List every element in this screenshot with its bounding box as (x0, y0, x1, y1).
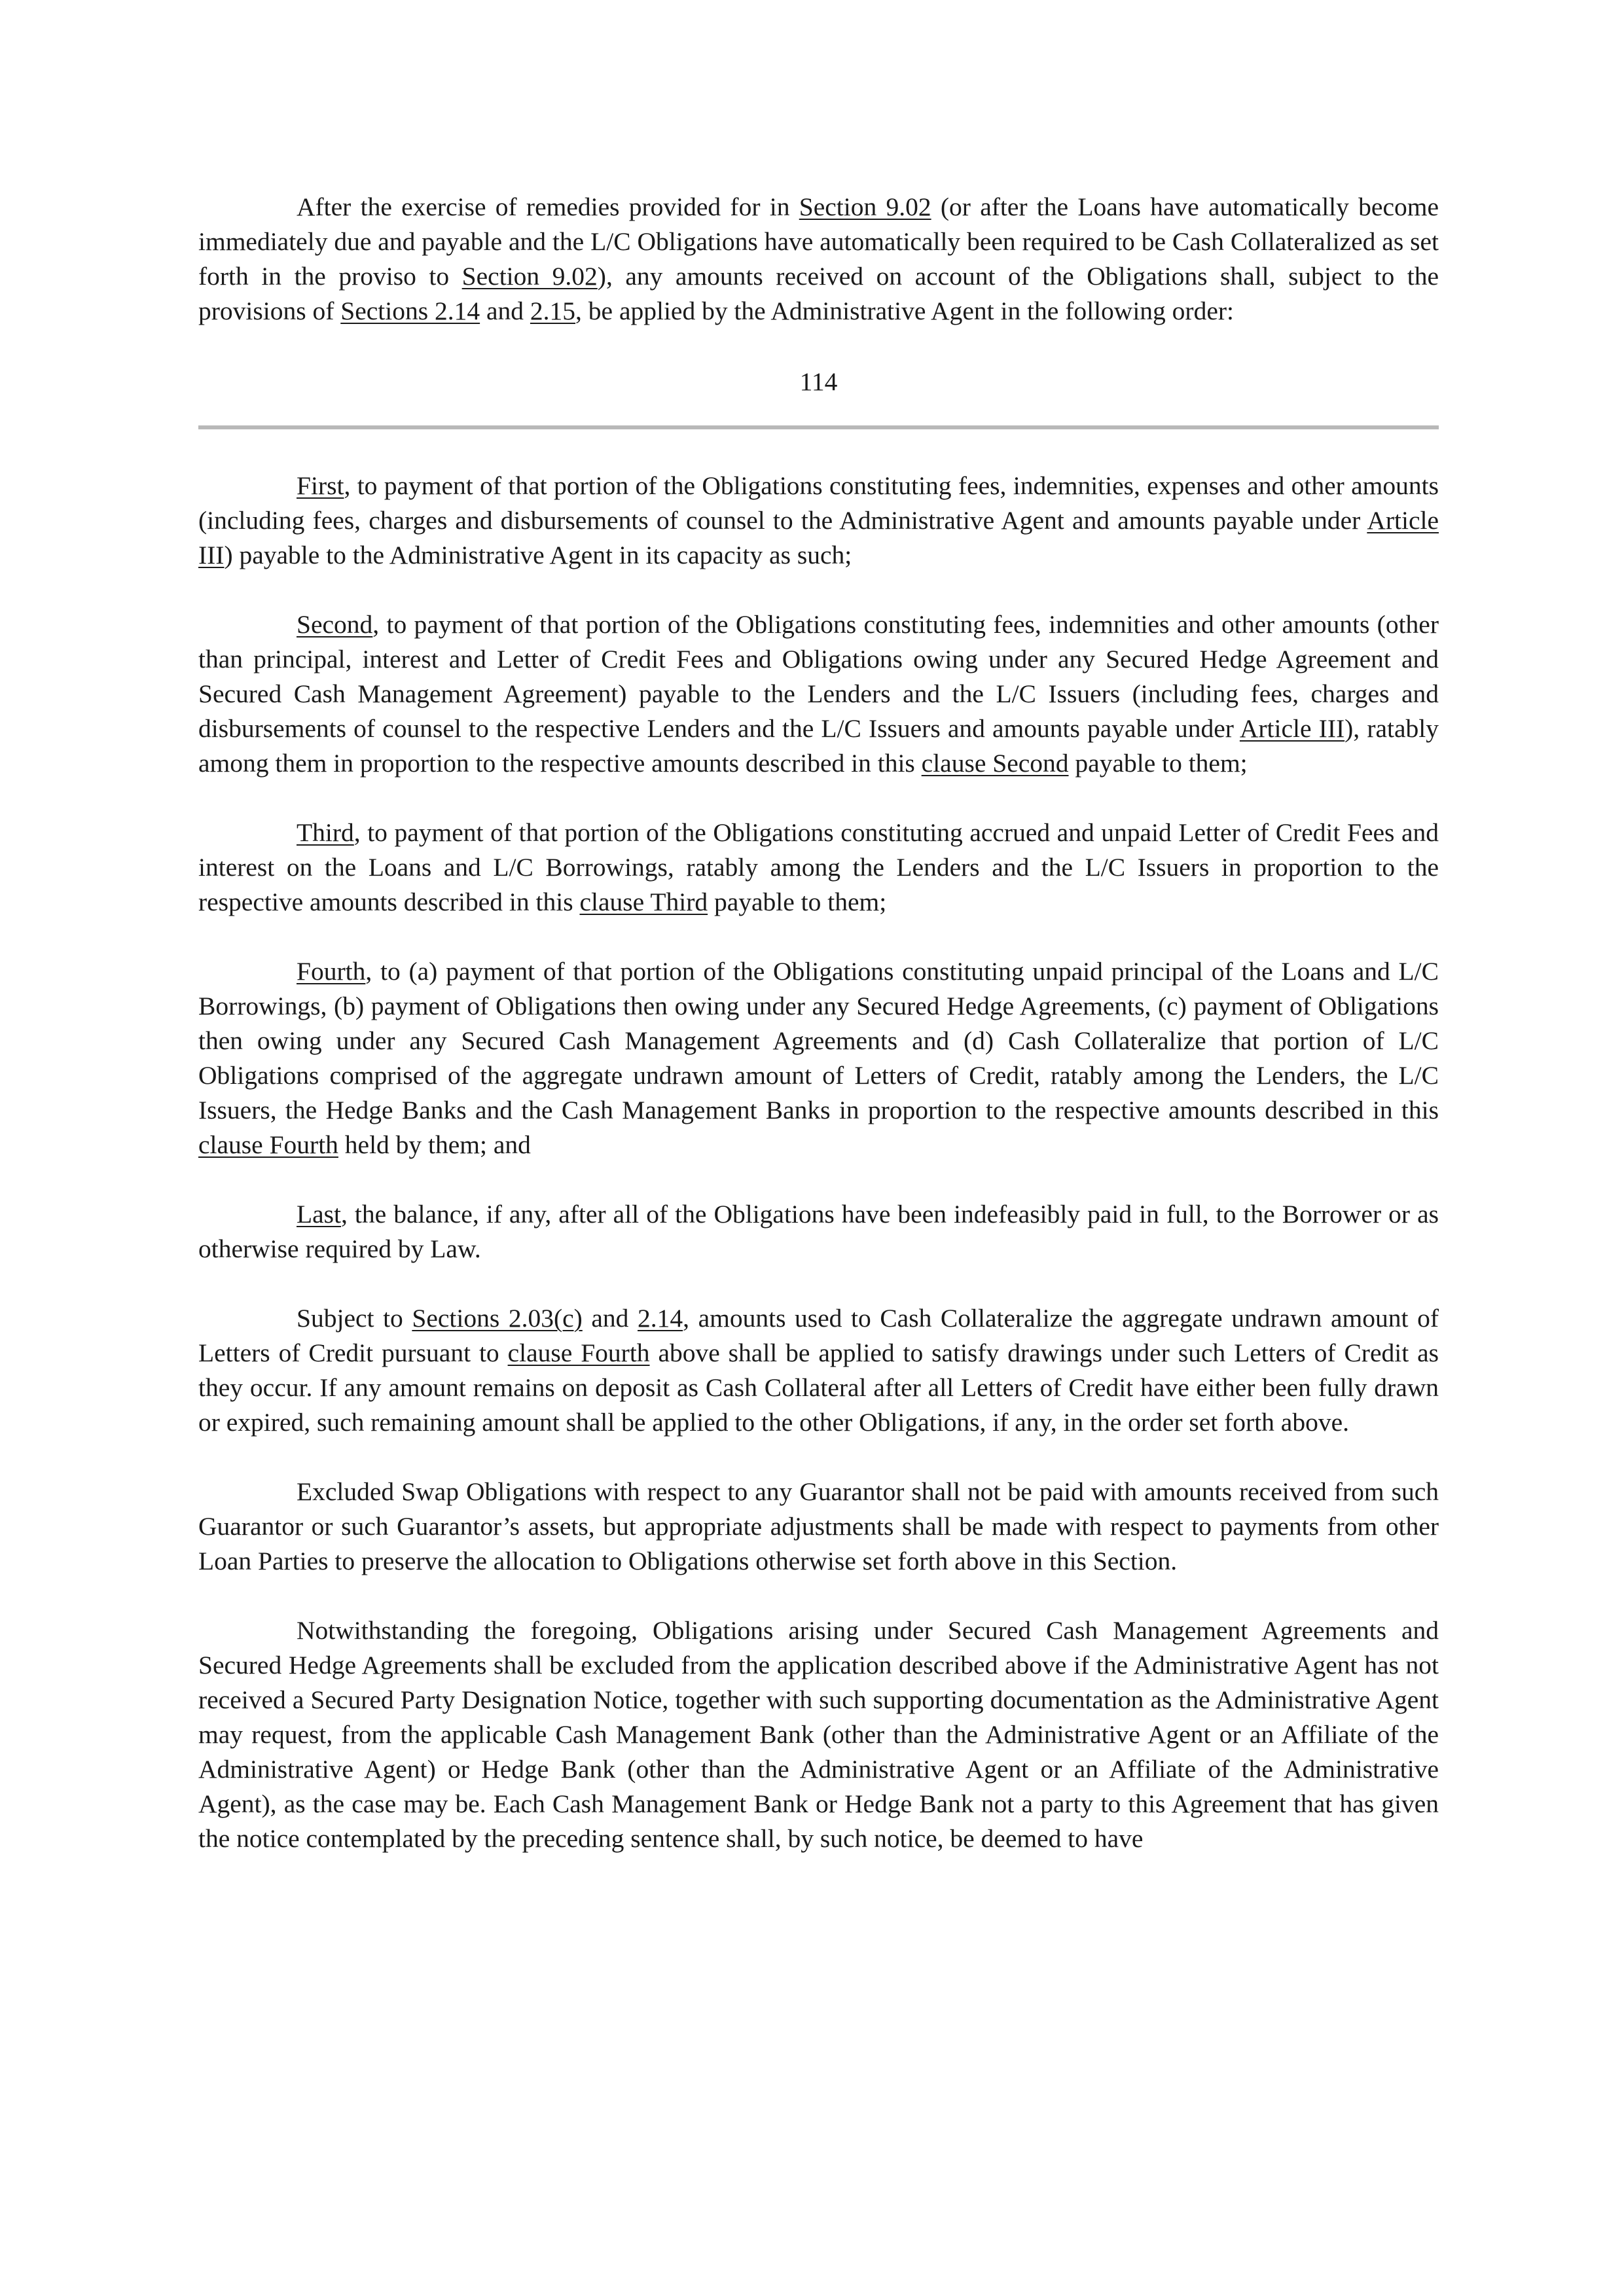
text-run: , to payment of that portion of the Obligations constituting fees, indemnities and other amounts (other than principal, interest and Letter of Credit Fees and Obligations owing under any Secured Hedge Agreement and Secured Cash Management Agreement) payable to the Lenders and the L/C Issuers (including fees, charges and disbursements of counsel to the respective Lenders and the L/C Issuers and amounts payable under (198, 610, 1439, 743)
text-run: (or after the Loans have automatically become immediately due and payable and the L/C Obligations have automatically been required to be Cash Collateralized as set forth in the proviso to (198, 192, 1439, 291)
text-run: ), any amounts received on account of the Obligations shall, subject to the provisions of (198, 262, 1439, 325)
text-run: After the exercise of remedies provided for in (297, 192, 799, 221)
clause-reference: clause Fourth (198, 1130, 338, 1159)
paragraph-fourth (198, 954, 1439, 1162)
document-page (198, 190, 1439, 1856)
text-run: , be applied by the Administrative Agent in the following order: (575, 296, 1234, 325)
section-reference: Section 9.02 (799, 192, 931, 221)
paragraph-subject-to (198, 1301, 1439, 1440)
paragraph-second (198, 607, 1439, 781)
text-run: , the balance, if any, after all of the Obligations have been indefeasibly paid in full, to the Borrower or as otherwise required by Law. (198, 1200, 1439, 1263)
clause-heading: First (297, 471, 344, 500)
clause-reference: clause Second (921, 749, 1069, 778)
paragraph-third (198, 816, 1439, 920)
section-reference: 2.14 (638, 1304, 683, 1333)
clause-heading: Fourth (297, 957, 366, 986)
section-reference: Section 9.02 (461, 262, 598, 291)
text-run: payable to them; (1068, 749, 1248, 778)
paragraph-first (198, 469, 1439, 573)
text-run: above shall be applied to satisfy drawings under such Letters of Credit as they occur. If any amount remains on deposit as Cash Collateral after all Letters of Credit have either been fully drawn or expired, such remaining amount shall be applied to the other Obligations, if any, in the order set forth above. (198, 1338, 1439, 1437)
page-number: 114 (799, 367, 838, 396)
text-run: and (480, 296, 530, 325)
section-reference: Sections 2.03(c) (412, 1304, 583, 1333)
section-reference: Article III (1239, 714, 1345, 743)
section-reference: 2.15 (530, 296, 576, 325)
text-run: held by them; and (338, 1130, 531, 1159)
text-run: ) payable to the Administrative Agent in its capacity as such; (224, 541, 852, 569)
text-run: payable to them; (708, 888, 887, 916)
clause-reference: clause Fourth (507, 1338, 650, 1367)
clause-reference: clause Third (579, 888, 708, 916)
paragraph-application-intro (198, 190, 1439, 329)
text-run: , to payment of that portion of the Obligations constituting fees, indemnities, expenses and other amounts (including fees, charges and disbursements of counsel to the Administrative Agent and amounts payable under (198, 471, 1439, 535)
text-run: and (582, 1304, 638, 1333)
paragraph-excluded-swap (198, 1475, 1439, 1579)
text-run: , to payment of that portion of the Obligations constituting accrued and unpaid Letter of Credit Fees and interest on the Loans and L/C Borrowings, ratably among the Lenders and the L/C Issuers in proportion to the respective amounts described in this (198, 818, 1439, 916)
section-reference: Sections 2.14 (340, 296, 480, 325)
text-run: Notwithstanding the foregoing, Obligations arising under Secured Cash Management Agreements and Secured Hedge Agreements shall be excluded from the application described above if the Administrative Agent has not received a Secured Party Designation Notice, together with such supporting documentation as the Administrative Agent may request, from the applicable Cash Management Bank (other than the Administrative Agent or an Affiliate of the Administrative Agent) or Hedge Bank (other than the Administrative Agent or an Affiliate of the Administrative Agent), as the case may be. Each Cash Management Bank or Hedge Bank not a party to this Agreement that has given the notice contemplated by the preceding sentence shall, by such notice, be deemed to have (198, 1616, 1439, 1853)
clause-heading: Third (297, 818, 354, 847)
text-run: Subject to (297, 1304, 412, 1333)
text-run: , amounts used to Cash Collateralize the aggregate undrawn amount of Letters of Credit pursuant to (198, 1304, 1439, 1367)
text-run: , to (a) payment of that portion of the Obligations constituting unpaid principal of the Loans and L/C Borrowings, (b) payment of Obligations then owing under any Secured Hedge Agreements, (c) payment of Obligations then owing under any Secured Cash Management Agreements and (d) Cash Collateralize that portion of L/C Obligations comprised of the aggregate undrawn amount of Letters of Credit, ratably among the Lenders, the L/C Issuers, the Hedge Banks and the Cash Management Banks in proportion to the respective amounts described in this (198, 957, 1439, 1124)
paragraph-notwithstanding (198, 1613, 1439, 1856)
page-break-divider (198, 425, 1439, 429)
paragraph-last (198, 1197, 1439, 1266)
text-run: Excluded Swap Obligations with respect to any Guarantor shall not be paid with amounts received from such Guarantor or such Guarantor’s assets, but appropriate adjustments shall be made with respect to payments from other Loan Parties to preserve the allocation to Obligations otherwise set forth above in this Section. (198, 1477, 1439, 1575)
clause-heading: Second (297, 610, 373, 639)
text-run: ), ratably among them in proportion to the respective amounts described in this (198, 714, 1439, 778)
section-reference: Article III (198, 506, 1439, 569)
clause-heading: Last (297, 1200, 342, 1229)
